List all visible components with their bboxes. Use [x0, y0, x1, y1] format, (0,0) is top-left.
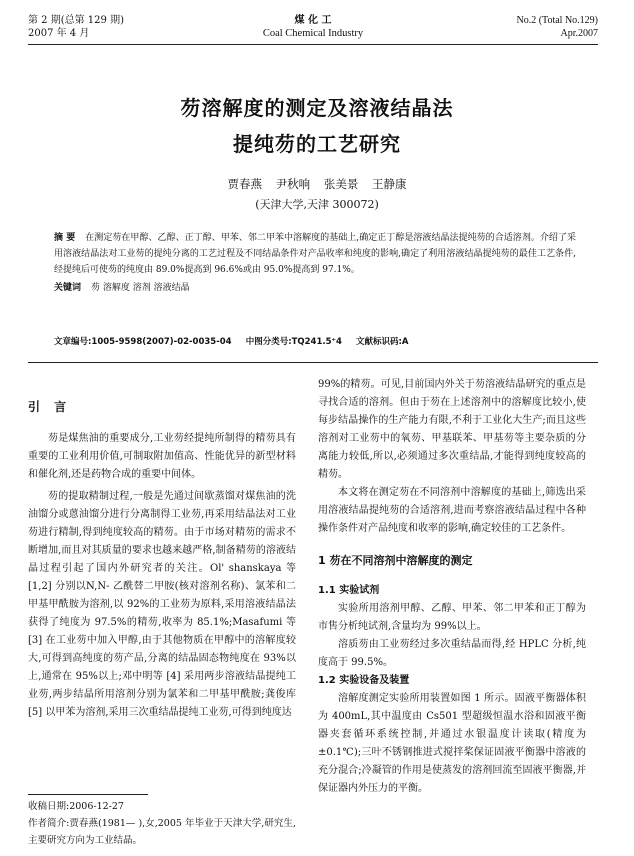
affiliation: (天津大学,天津 300072)	[255, 198, 379, 211]
keywords: 芴 溶解度 溶剂 溶液结晶	[91, 283, 190, 293]
section-1-1-paragraph-2: 溶质芴由工业芴经过多次重结晶而得,经 HPLC 分析,纯度高于 99.5%。	[318, 639, 586, 668]
abstract-text: 在测定芴在甲醇、乙醇、正丁醇、甲苯、邻二甲苯中溶解度的基础上,确定正丁醇是溶液结晶法提纯芴的合适溶剂。介绍了采用溶液结晶法对工业芴的提纯分离的工艺过程及不同结晶条件对产品收率和纯度的影响,确定了利用溶液结晶提纯芴的最佳工艺条件,经提纯后可使芴的纯度由 89.0%提高到 96.6%或由 95.0%提高到 97.1%。	[54, 233, 576, 275]
journal-cn: 煤 化 工	[294, 15, 332, 26]
section-1-2-paragraph: 溶解度测定实验所用装置如图 1 所示。固液平衡器体积为 400mL,其中温度由 Cs501 型超级恒温水浴和固液平衡器夹套循环系统控制,并通过水银温度计读取(精度为±0.1℃);三叶不锈钢推进式搅拌桨保证固液平衡器中溶液的充分混合;冷凝管的作用是使蒸发的溶剂回流至固液平衡器,并保证器内外压力的平衡。	[318, 693, 586, 794]
intro-heading: 引 言	[28, 400, 67, 414]
footnote-rule	[28, 794, 148, 795]
section-1-1-heading: 1.1 实验试剂	[318, 585, 380, 596]
section-1-2-heading: 1.2 实验设备及装置	[318, 675, 410, 686]
section-1-heading: 1 芴在不同溶剂中溶解度的测定	[318, 554, 473, 567]
abstract	[54, 230, 576, 296]
issue-en: No.2 (Total No.129)	[516, 15, 598, 26]
intro-paragraph-2: 芴的提取精制过程,一般是先通过间歇蒸馏对煤焦油的洗油馏分或蒽油馏分进行分离制得工业芴,再采用结晶法对工业芴进行精制,得到纯度较高的精芴。由于市场对精芴的需求不断增加,而且对其质量的要求也越来越严格,制备精芴的溶液结晶过程引起了国内外研究者的关注。Ol' shanskaya 等 [1,2] 分别以N,N- 乙酰替二甲胺(核对溶剂名称)、氯苯和二甲基甲酰胺为溶剂,以 92%的工业芴为原料,采用溶液结晶法获得了纯度为 97.5%的精芴,收率为 85.1%;Masafumi 等 [3] 在工业芴中加入甲醇,由于其他物质在甲醇中的溶解度较大,可得到高纯度的芴产品,分离的结晶固态物纯度在 93%以上,通常在 95%以上;邓中明等 [4] 采用两步溶液结晶提纯工业芴,两步结晶所用溶剂分别为氯苯和二甲基甲酰胺;龚俊库 [5] 以甲苯为溶剂,采用三次重结晶提纯工业芴,可得到纯度达	[28, 491, 296, 718]
footnote	[28, 798, 296, 849]
header-center	[28, 14, 598, 40]
abstract-label: 摘 要	[54, 233, 76, 243]
right-column	[318, 376, 586, 798]
paper-title-line2: 提纯芴的工艺研究	[233, 132, 401, 156]
class-no: 中图分类号:TQ241.5⁺4	[245, 337, 342, 347]
left-column	[28, 398, 296, 722]
abstract-rule	[28, 362, 598, 363]
running-header	[28, 14, 598, 46]
intro-paragraph-2-cont: 99%的精芴。可见,目前国内外关于芴溶液结晶研究的重点是寻找合适的溶剂。但由于芴在上述溶剂中的溶解度比较小,使每步结晶操作的生产能力有限,不利于工业化大生产;而且这些溶剂对工业芴中的氧芴、甲基联苯、甲基芴等主要杂质的分离能力较低,所以,必须通过多次重结晶,才能得到纯度较高的精芴。	[318, 379, 586, 480]
author-bio: 作者简介:贾春燕(1981— ),女,2005 年毕业于天津大学,研究生,主要研究方向为工业结晶。	[28, 818, 296, 846]
keywords-label: 关键词	[54, 283, 82, 293]
intro-paragraph-3: 本文将在测定芴在不同溶剂中溶解度的基础上,筛选出采用溶液结晶提纯芴的合适溶剂,进而考察溶液结晶过程中各种操作条件对产品纯度和收率的影响,确定较佳的工艺条件。	[318, 487, 586, 534]
header-right	[516, 14, 598, 40]
article-no: 文章编号:1005-9598(2007)-02-0035-04	[54, 337, 232, 347]
authors: 贾春燕 尹秋响 张美景 王静康	[227, 177, 407, 191]
doc-code: 文献标识码:A	[356, 337, 409, 347]
header-rule	[28, 44, 598, 45]
date-en: Apr.2007	[560, 28, 598, 39]
keywords-line	[54, 280, 576, 296]
section-1-1-paragraph-1: 实验所用溶剂甲醇、乙醇、甲苯、邻二甲苯和正丁醇为市售分析纯试剂,含量均为 99%以上。	[318, 603, 586, 632]
intro-paragraph-1: 芴是煤焦油的重要成分,工业芴经提纯所制得的精芴具有重要的工业利用价值,可制取附加值高、性能优异的新型材料和催化剂,还是药物合成的重要中间体。	[28, 433, 296, 480]
received-date: 收稿日期:2006-12-27	[28, 801, 124, 812]
paper-title-line1: 芴溶解度的测定及溶液结晶法	[180, 96, 454, 120]
article-ids	[54, 334, 576, 350]
issue-cn: 第 2 期(总第 129 期)	[28, 15, 124, 26]
journal-en: Coal Chemical Industry	[262, 28, 364, 39]
date-cn: 2007 年 4 月	[28, 28, 90, 39]
